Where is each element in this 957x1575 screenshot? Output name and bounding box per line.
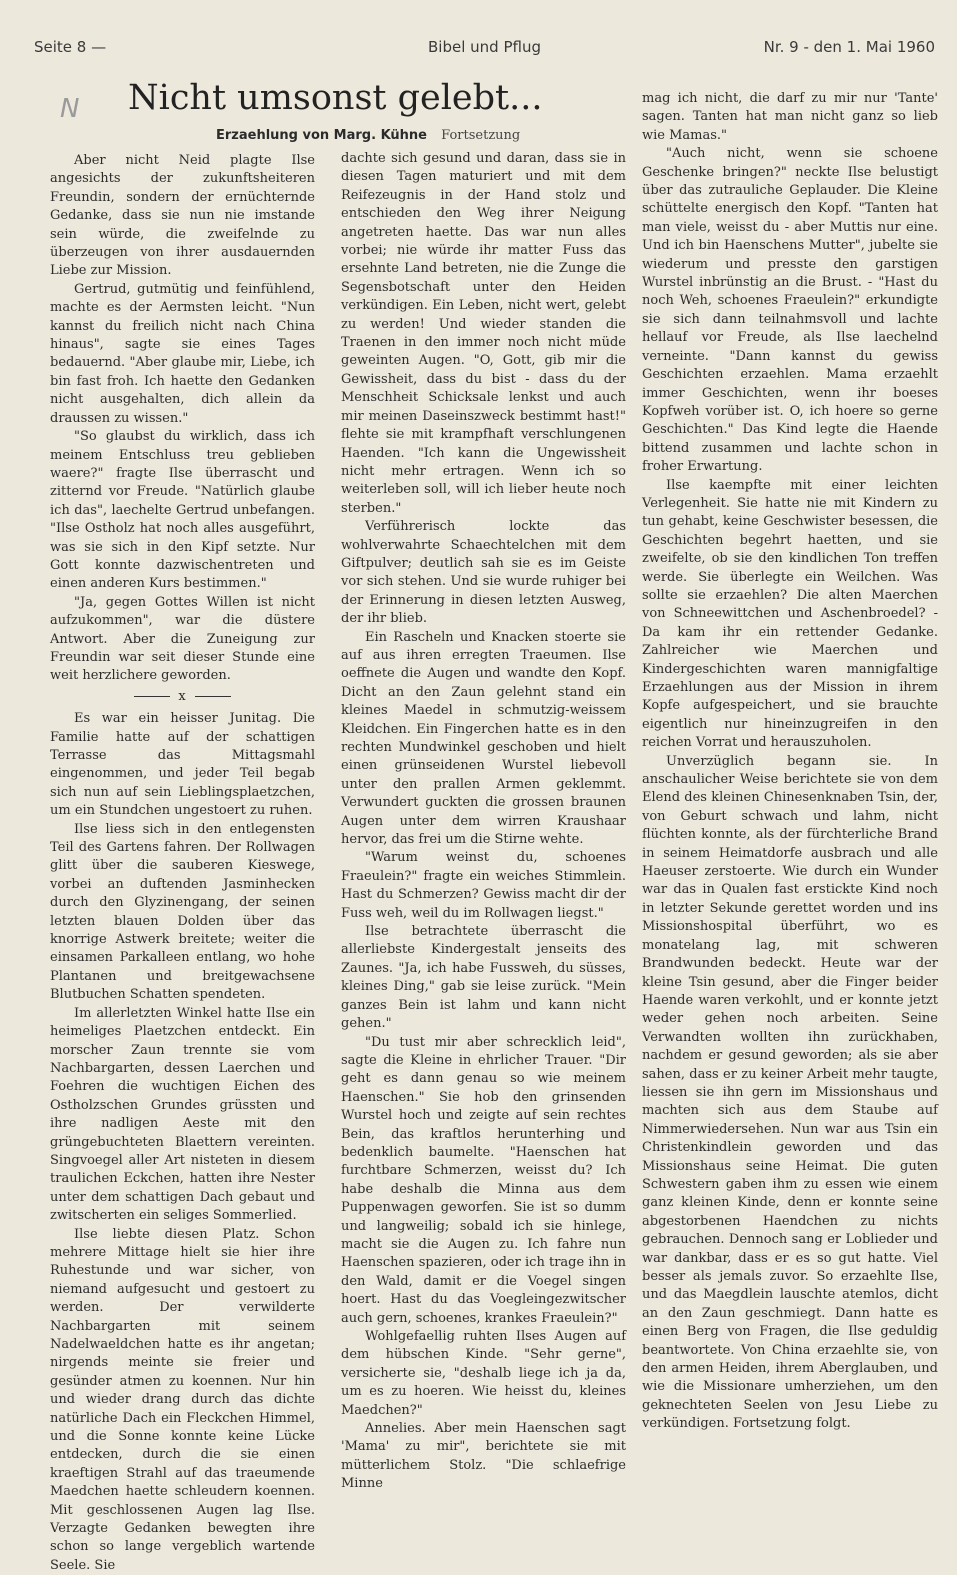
paragraph: mag ich nicht, die darf zu mir nur 'Tante' sagen. Tanten hat man nicht ganz so lieb wie Mamas." (642, 91, 938, 143)
paragraph: dachte sich gesund und daran, dass sie in diesen Tagen maturiert und mit dem Reifezeugnis in der Hand stolz und entschieden den Weg ihrer Neigung angetreten haette. Das war nun alles vorbei; nie würde ihr matter Fuss das ersehnte Land betreten, nie die Zunge die Segensbotschaft unter den Heiden verkündigen. Ein Leben, nicht wert, gelebt zu werden! Und wieder standen die Traenen in den immer noch nicht müde geweinten Augen. "O, Gott, gib mir die Gewissheit, dass du bist - dass du der Menschheit Schicksale lenkst und auch mir meinen Daseinszweck bestimmt hast!" flehte sie mit krampfhaft verschlungenen Haenden. "Ich kann die Ungewissheit nicht mehr ertragen. Wenn ich so weiterleben soll, will ich lieber heute noch sterben." (341, 151, 626, 516)
paragraph: "Ja, gegen Gottes Willen ist nicht aufzukommen", war die düstere Antwort. Aber die Zuneigung zur Freundin war seit dieser Stunde eine weit herzlichere geworden. (50, 594, 315, 684)
paragraph: "Auch nicht, wenn sie schoene Geschenke bringen?" neckte Ilse belustigt über das zutrauliche Geplauder. Die Kleine schüttelte energisch den Kopf. "Tanten hat man viele, weisst du - aber Muttis nur eine. Und ich bin Haenschens Mutter", jubelte sie wiederum und presste den garstigen Wurstel inbrünstig an die Brust. - "Hast du noch Weh, schoenes Fraeulein?" erkundigte sie sich dann teilnahmsvoll und lachte hellauf vor Freude, als Ilse laechelnd verneinte. "Dann kannst du gewiss Geschichten erzaehlen. Mama erzaehlt immer Geschichten, wenn ihr boeses Kopfweh vorüber ist. O, ich hoere so gerne Geschichten." Das Kind legte die Haende bittend zusammen und lachte schon in froher Erwartung. (642, 146, 938, 475)
separator-line (134, 696, 170, 697)
column-1 (50, 152, 315, 1575)
column-3 (642, 90, 938, 1434)
paragraph: Ilse liebte diesen Platz. Schon mehrere Mittage hielt sie hier ihre Ruhestunde und war sicher, von niemand aufgesucht und gestoert zu werden. Der verwilderte Nachbargarten mit seinem Nadelwaeldchen hatte es ihr angetan; nirgends meinte sie freier und gesünder atmen zu koennen. Nur hin und wieder drang durch das dichte natürliche Dach ein Fleckchen Himmel, und die Sonne konnte keine Lücke entdecken, durch die sie einen kraeftigen Strahl auf das traeumende Maedchen haette schleudern koennen. Mit geschlossenen Augen lag Ilse. Verzagte Gedanken bewegten ihre schon so lange vergeblich wartende Seele. Sie (50, 1226, 315, 1573)
page-header (34, 38, 935, 64)
paragraph: Es war ein heisser Junitag. Die Familie hatte auf der schattigen Terrasse das Mittagsmahl eingenommen, und jeder Teil begab sich nun auf sein Lieblingsplaetzchen, um ein Stundchen ungestoert zu ruhen. (50, 711, 315, 819)
paragraph: Ilse kaempfte mit einer leichten Verlegenheit. Sie hatte nie mit Kindern zu tun gehabt, keine Geschwister besessen, die Geschichten begehrt haetten, und sie zweifelte, ob sie den kindlichen Ton treffen werde. Sie überlegte ein Weilchen. Was sollte sie erzaehlen? Die alten Maerchen von Schneewittchen und Aschenbroedel? - Da kam ihr ein rettender Gedanke. Zahlreicher wie Maerchen und Kindergeschichten waren mannigfaltige Erzaehlungen aus der Mission in ihrem Kopfe aufgespeichert, und sie brauchte eigentlich nur hineinzugreifen in den reichen Vorrat und herauszuholen. (642, 477, 938, 751)
separator-line (195, 696, 231, 697)
continuation-note: Fortsetzung (441, 128, 521, 143)
paragraph: "So glaubst du wirklich, dass ich meinem Entschluss treu geblieben waere?" fragte Ilse überrascht und zitternd vor Freude. "Natürlich glaube ich das", laechelte Gertrud unbefangen. "Ilse Ostholz hat noch alles ausgeführt, was sie sich in den Kipf setzte. Nur Gott konnte dazwischentreten und einen anderen Kurs bestimmen." (50, 429, 315, 592)
section-separator (50, 688, 315, 706)
separator-mark: x (178, 688, 187, 704)
paragraph: Wohlgefaellig ruhten Ilses Augen auf dem hübschen Kinde. "Sehr gerne", versicherte sie, "deshalb liege ich ja da, um es zu hoeren. Wie heisst du, kleines Maedchen?" (341, 1329, 626, 1418)
paragraph: Ein Rascheln und Knacken stoerte sie auf aus ihren erregten Traeumen. Ilse oeffnete die Augen und wandte den Kopf. Dicht an den Zaun gelehnt stand ein kleines Maedel in schmutzig-weissem Kleidchen. Ein Fingerchen hatte es in den rechten Mundwinkel geschoben und hielt einen grünseidenen Wurstel liebevoll unter den prallen Armen geklemmt. Verwundert guckten die grossen braunen Augen unter dem wirren Kraushaar hervor, das frei um die Stirne wehte. (341, 629, 626, 848)
paragraph: Unverzüglich begann sie. In anschaulicher Weise berichtete sie von dem Elend des kleinen Chinesenknaben Tsin, der, von Geburt schwach und lahm, nicht flüchten konnte, als der fürchterliche Brand in seinem Heimatdorfe ausbrach und alle Haeuser zerstoerte. Wie durch ein Wunder war das in Qualen fast erstickte Kind noch in letzter Sekunde gerettet worden und ins Missionshospital überführt, wo es monatelang lag, mit schweren Brandwunden bedeckt. Heute war der kleine Tsin gesund, aber die Finger beider Haende waren verkohlt, und er konnte jetzt weder gehen noch arbeiten. Seine Verwandten wollten ihn zurückhaben, nachdem er gesund geworden; als sie aber sahen, dass er zu keiner Arbeit mehr taugte, liessen sie ihn gern im Missionshaus und machten sich aus dem Staube auf Nimmerwiedersehen. Nun war aus Tsin ein Christenkindlein geworden und das Missionshaus seine Heimat. Die guten Schwestern gaben ihm zu essen wie einem ganz kleinen Kinde, denn er konnte seine abgestorbenen Haendchen zu nichts gebrauchen. Dennoch sang er Loblieder und war dankbar, dass er es so gut hatte. Viel besser als jemals zuvor. So erzaehlte Ilse, und das Maegdlein lauschte atemlos, dicht an den Zaun geschmiegt. Dann hatte es einen Berg von Fragen, die Ilse geduldig beantwortete. Von China erzaehlte sie, von den armen Heiden, ihrem Aberglauben, und wie die Missionare umherziehen, um den geknechteten Seelen von Jesu Liebe zu verkündigen. Fortsetzung folgt. (642, 753, 938, 1432)
column-2 (341, 150, 626, 1494)
byline (216, 128, 626, 143)
article-title: Nicht umsonst gelebt... (128, 78, 543, 118)
paragraph: Annelies. Aber mein Haenschen sagt 'Mama' zu mir", berichtete sie mit mütterlichem Stolz. "Die schlaefrige Minne (341, 1421, 626, 1492)
margin-mark: N (60, 94, 80, 124)
page-number: Seite 8 — (34, 38, 107, 56)
issue-date: Nr. 9 - den 1. Mai 1960 (763, 38, 935, 56)
paragraph: "Du tust mir aber schrecklich leid", sagte die Kleine in ehrlicher Trauer. "Dir geht es dann genau so wie meinem Haenschen." Sie hob den grinsenden Wurstel hoch und zeigte auf sein rechtes Bein, das kraftlos herunterhing und bedenklich baumelte. "Haenschen hat furchtbare Schmerzen, weisst du? Ich habe deshalb die Minna aus dem Puppenwagen geworfen. Sie ist so dumm und langweilig; sobald ich sie hinlege, macht sie die Augen zu. Ich fahre nun Haenschen spazieren, oder ich trage ihn in den Wald, damit er die Voegel singen hoert. Hast du das Voegleingezwitscher auch gern, schoenes, krankes Fraeulein?" (341, 1034, 626, 1326)
paragraph: Ilse liess sich in den entlegensten Teil des Gartens fahren. Der Rollwagen glitt über die sauberen Kieswege, vorbei an duftenden Jasminhecken durch den Glyzinengang, der seinen letzten blauen Dolden über das knorrige Astwerk breitete; weiter die einsamen Parkalleen entlang, wo hohe Plantanen und breitgewachsene Blutbuchen Schatten spendeten. (50, 821, 315, 1003)
publication-name: Bibel und Pflug (428, 38, 541, 56)
paragraph: Ilse betrachtete überrascht die allerliebste Kindergestalt jenseits des Zaunes. "Ja, ich habe Fussweh, du süsses, kleines Ding," gab sie leise zurück. "Mein ganzes Bein ist lahm und kann nicht gehen." (341, 924, 626, 1032)
author-line: Erzaehlung von Marg. Kühne (216, 128, 428, 143)
paragraph: Verführerisch lockte das wohlverwahrte Schaechtelchen mit dem Giftpulver; deutlich sah sie es im Geiste vor sich stehen. Und sie wurde ruhiger bei der Erinnerung in diesen letzten Ausweg, der ihr blieb. (341, 519, 626, 627)
paragraph: Gertrud, gutmütig und feinfühlend, machte es der Aermsten leicht. "Nun kannst du freilich nicht nach China hinaus", sagte sie eines Tages bedauernd. "Aber glaube mir, Liebe, ich bin fast froh. Ich haette den Gedanken nicht ausgehalten, dich allein da draussen zu wissen." (50, 281, 315, 426)
paragraph: Im allerletzten Winkel hatte Ilse ein heimeliges Plaetzchen entdeckt. Ein morscher Zaun trennte sie vom Nachbargarten, dessen Laerchen und Foehren die wuchtigen Eichen des Ostholzschen Grundes grüssten und ihre nadligen Aeste mit den grüngebuchteten Blaettern vereinten. Singvoegel aller Art nisteten in diesem traulichen Eckchen, hatten ihre Nester unter dem schattigen Dach gebaut und zwitscherten ein seliges Sommerlied. (50, 1005, 315, 1224)
paragraph: Aber nicht Neid plagte Ilse angesichts der zukunftsheiteren Freundin, sondern der ernüchternde Gedanke, dass sie nun nie imstande sein würde, die zweifelnde zu überzeugen von ihrer ausdauernden Liebe zur Mission. (50, 153, 315, 279)
paragraph: "Warum weinst du, schoenes Fraeulein?" fragte ein weiches Stimmlein. Hast du Schmerzen? Gewiss macht dir der Fuss weh, weil du im Rollwagen liegst." (341, 850, 626, 921)
